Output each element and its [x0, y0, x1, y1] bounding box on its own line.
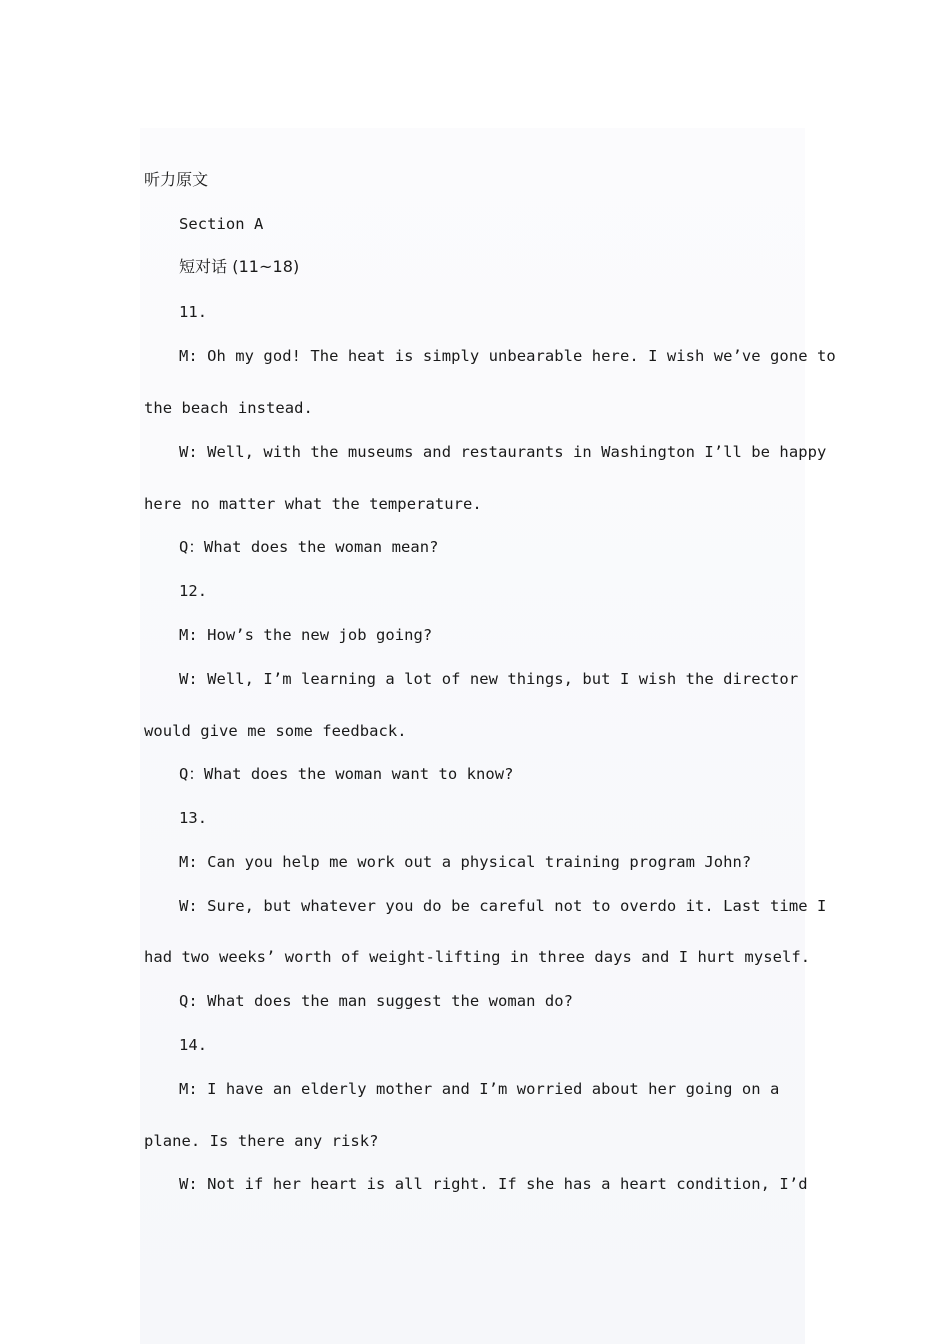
dialogue-line: M: How’s the new job going?: [179, 626, 433, 644]
dialogue-line: W: Well, with the museums and restaurants in Washington I’ll be happy: [179, 443, 827, 461]
document-heading: 听力原文: [144, 170, 209, 189]
question-line: Q：What does the woman want to know?: [179, 765, 514, 783]
question-number-13: 13.: [179, 809, 208, 827]
dialogue-line: W: Not if her heart is all right. If she has a heart condition, I’d: [179, 1175, 808, 1193]
dialogue-line-continuation: would give me some feedback.: [144, 722, 407, 740]
dialogue-line-continuation: plane. Is there any risk?: [144, 1132, 379, 1150]
question-number-12: 12.: [179, 582, 208, 600]
question-line: Q：What does the woman mean?: [179, 538, 439, 556]
question-line: Q: What does the man suggest the woman do?: [179, 992, 574, 1010]
dialogue-line: W: Well, I’m learning a lot of new things, but I wish the director: [179, 670, 799, 688]
dialogue-line: M: Can you help me work out a physical training program John?: [179, 853, 752, 871]
section-title: Section A: [179, 215, 264, 233]
dialogue-line-continuation: had two weeks’ worth of weight-lifting in three days and I hurt myself.: [144, 948, 811, 966]
question-number-14: 14.: [179, 1036, 208, 1054]
dialogue-line: W: Sure, but whatever you do be careful not to overdo it. Last time I: [179, 897, 827, 915]
dialogue-line: M: Oh my god! The heat is simply unbearable here. I wish we’ve gone to: [179, 347, 836, 365]
dialogue-line-continuation: the beach instead.: [144, 399, 313, 417]
question-number-11: 11.: [179, 303, 208, 321]
dialogue-line: M: I have an elderly mother and I’m worried about her going on a: [179, 1080, 780, 1098]
dialogue-line-continuation: here no matter what the temperature.: [144, 495, 482, 513]
subsection-title: 短对话 (11~18): [179, 257, 300, 276]
